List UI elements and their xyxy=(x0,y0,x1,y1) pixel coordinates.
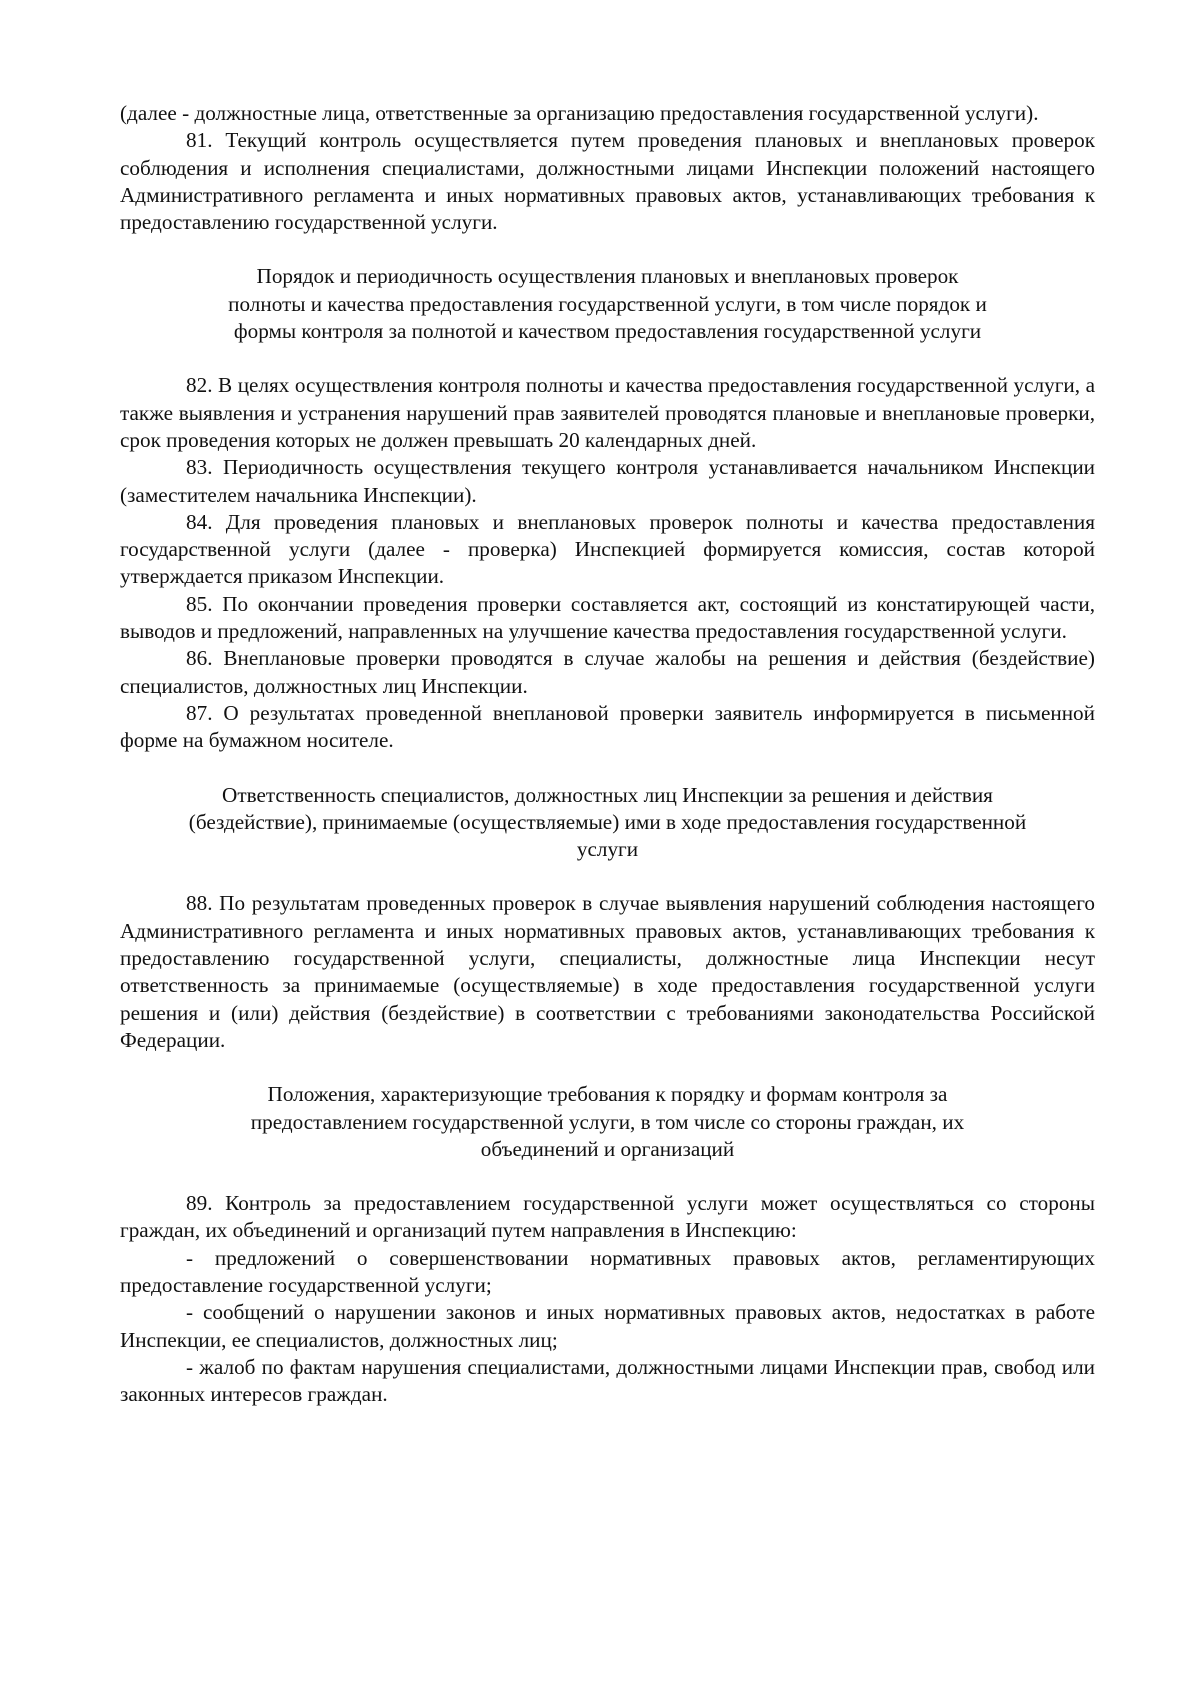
heading-line: Порядок и периодичность осуществления плановых и внеплановых проверок xyxy=(256,264,959,289)
heading-line: объединений и организаций xyxy=(480,1136,735,1161)
heading-responsibility xyxy=(120,782,1095,864)
heading-line: Положения, характеризующие требования к порядку и формам контроля за xyxy=(267,1082,948,1107)
paragraph-89: 89. Контроль за предоставлением государственной услуги может осуществляться со стороны граждан, их объединений и организаций путем направления в Инспекцию: xyxy=(120,1191,1095,1243)
list-item-proposals: - предложений о совершенствовании нормативных правовых актов, регламентирующих предоставление государственной услуги; xyxy=(120,1245,1095,1297)
paragraph-82: 82. В целях осуществления контроля полноты и качества предоставления государственной услуги, а также выявления и устранения нарушений прав заявителей проводятся плановые и внеплановые проверки, срок проведения которых не должен превышать 20 календарных дней. xyxy=(120,373,1095,452)
list-item-reports: - сообщений о нарушении законов и иных нормативных правовых актов, недостатках в работе Инспекции, ее специалистов, должностных лиц; xyxy=(120,1300,1095,1352)
paragraph-83: 83. Периодичность осуществления текущего контроля устанавливается начальником Инспекции (заместителем начальника Инспекции). xyxy=(120,455,1095,507)
list-item-complaints: - жалоб по фактам нарушения специалистами, должностными лицами Инспекции прав, свобод или законных интересов граждан. xyxy=(120,1354,1095,1407)
heading-line: полноты и качества предоставления государственной услуги, в том числе порядок и xyxy=(228,291,987,316)
paragraph-88: 88. По результатам проведенных проверок в случае выявления нарушений соблюдения настоящего Административного регламента и иных нормативных правовых актов, устанавливающих требования к предоставлению государственной услуги, специалисты, должностные лица Инспекции несут ответственность за принимаемые (осуществляемые) в ходе предоставления государственной услуги решения и (или) действия (бездействие) в соответствии с требованиями законодательства Российской Федерации. xyxy=(120,891,1095,1052)
paragraph-87: 87. О результатах проведенной внеплановой проверки заявитель информируется в письменной форме на бумажном носителе. xyxy=(120,700,1095,753)
continuation-paragraph: (далее - должностные лица, ответственные за организацию предоставления государственной услуги). xyxy=(120,101,1039,125)
heading-citizen-control xyxy=(120,1081,1095,1163)
heading-line: Ответственность специалистов, должностных лиц Инспекции за решения и действия xyxy=(222,782,993,807)
paragraph-85: 85. По окончании проведения проверки составляется акт, состоящий из констатирующей части, выводов и предложений, направленных на улучшение качества предоставления государственной услуги. xyxy=(120,591,1095,644)
paragraph-81: 81. Текущий контроль осуществляется путем проведения плановых и внеплановых проверок соблюдения и исполнения специалистами, должностными лицами Инспекции положений настоящего Административного регламента и иных нормативных правовых актов, устанавливающих требования к предоставлению государственной услуги. xyxy=(120,128,1095,235)
heading-line: (бездействие), принимаемые (осуществляемые) ими в ходе предоставления государственной xyxy=(188,809,1027,834)
heading-line: услуги xyxy=(576,837,639,862)
heading-line: формы контроля за полнотой и качеством предоставления государственной услуги xyxy=(233,319,982,344)
paragraph-84: 84. Для проведения плановых и внеплановых проверок полноты и качества предоставления государственной услуги (далее - проверка) Инспекцией формируется комиссия, состав которой утверждается приказом Инспекции. xyxy=(120,509,1095,589)
paragraph-86: 86. Внеплановые проверки проводятся в случае жалобы на решения и действия (бездействие) специалистов, должностных лиц Инспекции. xyxy=(120,646,1095,698)
heading-planned-checks xyxy=(120,263,1095,345)
heading-line: предоставлением государственной услуги, в том числе со стороны граждан, их xyxy=(250,1109,965,1134)
document-page xyxy=(120,100,1095,1408)
